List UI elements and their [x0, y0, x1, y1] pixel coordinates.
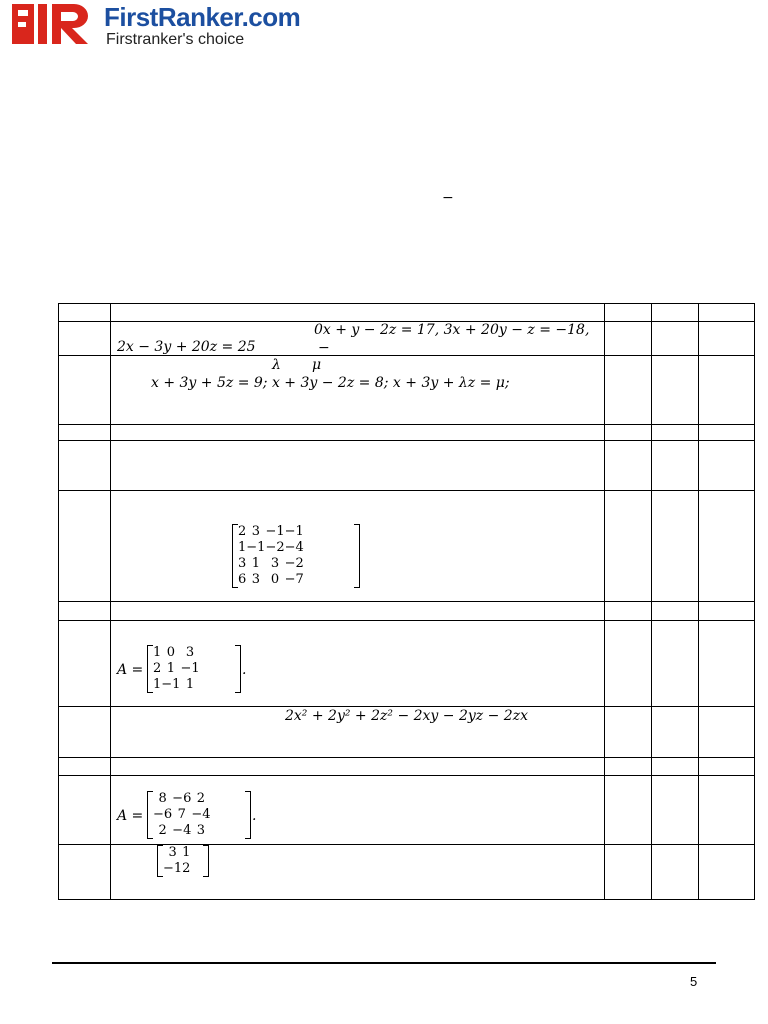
firstranker-logo-icon [12, 2, 92, 44]
matrix-cell: 2 [158, 823, 167, 838]
matrix-cell: 0 [166, 645, 175, 660]
matrix-cell: −1 [284, 524, 304, 539]
quadratic-form: 2x² + 2y² + 2z² − 2xy − 2yz − 2zx [285, 708, 528, 724]
table-rule [604, 303, 605, 900]
table-rule [58, 303, 59, 900]
matrix-cell: 3 [251, 524, 260, 539]
matrix-cell: 2 [196, 791, 206, 806]
matrix-cell: 8 [158, 791, 167, 806]
matrix-bracket-right [354, 524, 360, 588]
equation-line-2: 2x − 3y + 20z = 25 [117, 339, 256, 355]
matrix-cell: 3 [251, 572, 260, 587]
matrix-cell: 1 [182, 845, 191, 860]
matrix-cell: 0 [270, 572, 280, 587]
matrix-cell: −6 [172, 791, 192, 806]
matrix-a-3x3 [147, 645, 241, 693]
matrix-cell: 1 [166, 661, 175, 676]
matrix-cell: −4 [284, 540, 304, 555]
matrix-cell: 2 [182, 861, 191, 876]
matrix-cell: 1 [153, 645, 162, 660]
matrix-period: . [252, 808, 257, 824]
matrix-cell: −6 [153, 807, 173, 822]
matrix-cell: 6 [238, 572, 247, 587]
page-number: 5 [690, 974, 698, 989]
equation-dash: − [318, 340, 330, 356]
table-rule [651, 303, 652, 900]
matrix-cell: 3 [238, 556, 247, 571]
mu-symbol: μ [312, 357, 322, 373]
matrix-cell: 7 [177, 807, 186, 822]
site-logo[interactable] [12, 2, 342, 48]
matrix-cell: −2 [284, 556, 304, 571]
matrix-bracket-right [245, 791, 251, 839]
matrix-2x2 [157, 845, 209, 877]
matrix-a-label: A = [117, 662, 144, 678]
matrix-cell: 1 [238, 540, 247, 555]
matrix-cell: 2 [153, 661, 162, 676]
matrix-cell: 3 [185, 645, 195, 660]
lambda-mu-system: x + 3y + 5z = 9; x + 3y − 2z = 8; x + 3y + λz = μ; [151, 375, 510, 391]
matrix-cell: −4 [172, 823, 192, 838]
equation-line-1: 0x + y − 2z = 17, 3x + 20y − z = −18, [314, 322, 590, 338]
matrix-cell: 3 [168, 845, 177, 860]
matrix-cell: 3 [196, 823, 206, 838]
matrix-bracket-right [203, 845, 209, 877]
matrix-cell: 1 [185, 677, 195, 692]
matrix-cell: 3 [270, 556, 280, 571]
logo-title: FirstRanker.com [104, 2, 301, 32]
stray-mark: − [442, 190, 454, 206]
table-rule [754, 303, 755, 900]
matrix-cell: −1 [161, 677, 181, 692]
matrix-bracket-right [235, 645, 241, 693]
matrix-cell: −1 [163, 861, 183, 876]
matrix-cell: −1 [265, 524, 285, 539]
matrix-cell: 2 [238, 524, 247, 539]
matrix-cell: 1 [153, 677, 162, 692]
matrix-cell: 1 [251, 556, 260, 571]
matrix-cell: −1 [180, 661, 200, 676]
table-rule [698, 303, 699, 900]
table-rule [110, 303, 111, 900]
matrix-cell: −2 [265, 540, 285, 555]
matrix-cell: −1 [246, 540, 266, 555]
matrix-4x4 [232, 524, 360, 588]
matrix-cell: −7 [284, 572, 304, 587]
matrix-cell: −4 [191, 807, 211, 822]
logo-subtitle: Firstranker's choice [106, 31, 245, 48]
footer-divider [52, 962, 716, 964]
matrix-period: . [242, 662, 247, 678]
lambda-symbol: λ [272, 357, 281, 373]
matrix-a-symmetric [147, 791, 251, 839]
matrix-a-label: A = [117, 808, 144, 824]
